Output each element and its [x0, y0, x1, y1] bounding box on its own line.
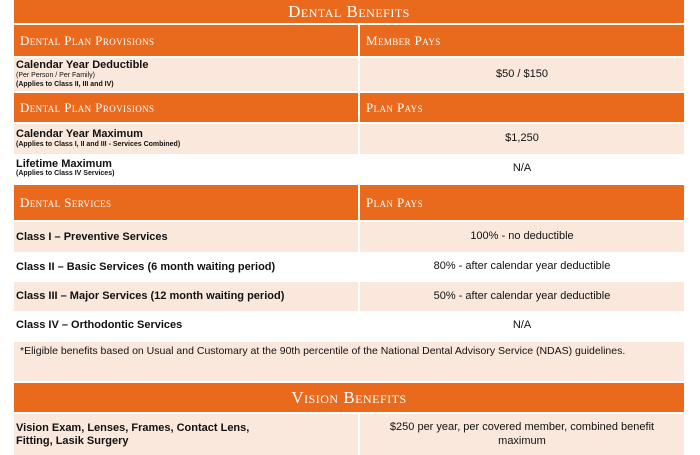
- year-max-value: $1,250: [358, 124, 684, 154]
- vision-label: Vision Exam, Lenses, Frames, Contact Lens, Fitting, Lasik Surgery: [14, 414, 358, 455]
- service-value-class-4: N/A: [358, 311, 684, 340]
- header-dental-services: Dental Services: [14, 185, 358, 220]
- year-max-sub: (Applies to Class I, II and III - Services Combined): [16, 140, 181, 148]
- service-value-class-2: 80% - after calendar year deductible: [358, 252, 684, 282]
- deductible-label-cell: [14, 58, 358, 91]
- service-label-class-4: Class IV – Orthodontic Services: [14, 311, 358, 340]
- service-value-class-1: 100% - no deductible: [358, 222, 684, 252]
- service-label-class-2: Class II – Basic Services (6 month waiting period): [14, 252, 358, 282]
- header-plan-pays-2: Plan Pays: [358, 185, 684, 220]
- lifetime-max-value: N/A: [358, 154, 684, 183]
- year-max-label-cell: [14, 124, 358, 154]
- vision-value: $250 per year, per covered member, combined benefit maximum: [358, 414, 684, 455]
- vision-benefits-title: Vision Benefits: [14, 383, 684, 412]
- header-dental-plan-provisions-2: Dental Plan Provisions: [14, 93, 358, 122]
- deductible-value: $50 / $150: [358, 58, 684, 91]
- header-member-pays: Member Pays: [358, 25, 684, 56]
- year-max-label: Calendar Year Maximum: [16, 128, 143, 141]
- service-value-class-3: 50% - after calendar year deductible: [358, 282, 684, 311]
- benefits-table: [14, 0, 684, 455]
- service-label-class-1: Class I – Preventive Services: [14, 222, 358, 252]
- footnote: *Eligible benefits based on Usual and Customary at the 90th percentile of the National Dental Advisory Service (NDAS) guidelines.: [14, 342, 684, 381]
- lifetime-max-sub: (Applies to Class IV Services): [16, 170, 115, 178]
- header-dental-plan-provisions: Dental Plan Provisions: [14, 25, 358, 56]
- dental-benefits-title: Dental Benefits: [14, 0, 684, 23]
- deductible-sub-applies: (Applies to Class II, III and IV): [16, 80, 114, 88]
- lifetime-max-label-cell: [14, 154, 358, 183]
- deductible-label: Calendar Year Deductible: [16, 59, 149, 72]
- deductible-sub-per-person: (Per Person / Per Family): [16, 72, 95, 80]
- lifetime-max-label: Lifetime Maximum: [16, 157, 112, 170]
- service-label-class-3: Class III – Major Services (12 month waiting period): [14, 282, 358, 311]
- header-plan-pays: Plan Pays: [358, 93, 684, 122]
